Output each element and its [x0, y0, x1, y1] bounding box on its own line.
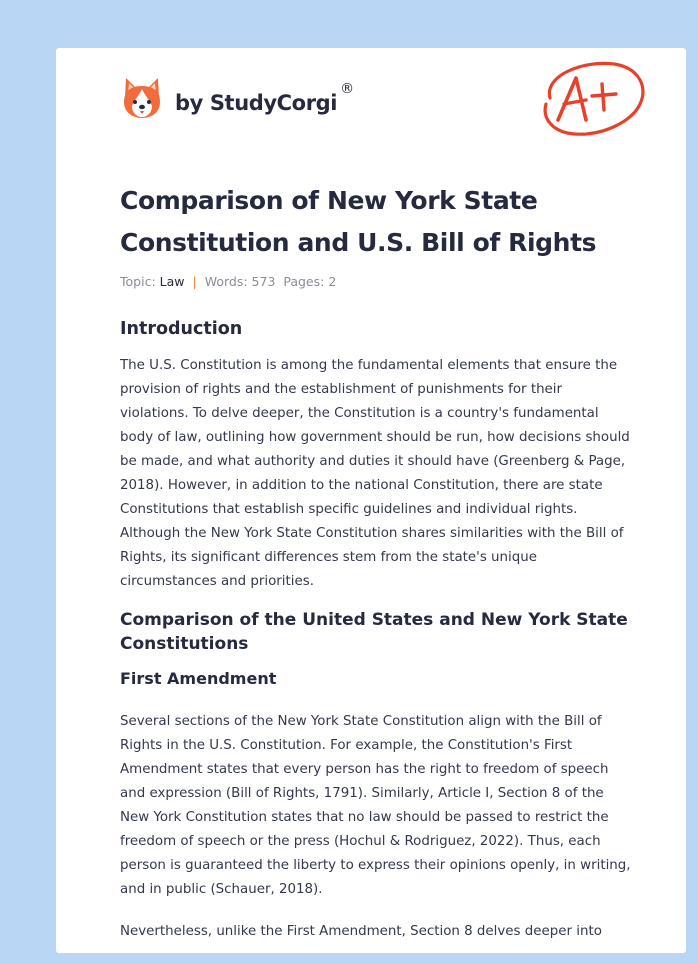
comparison-heading: Comparison of the United States and New York State Constitutions	[120, 610, 628, 654]
document-content	[120, 180, 632, 944]
registered-mark: ®	[340, 81, 354, 97]
brand-logo[interactable]	[122, 76, 354, 120]
corgi-icon	[122, 76, 162, 120]
topic-link[interactable]: Law	[159, 274, 185, 289]
brand-name: by StudyCorgi®	[175, 81, 354, 115]
topic-label: Topic:	[120, 274, 156, 289]
document-meta	[120, 273, 632, 291]
a-plus-grade-icon	[536, 58, 648, 146]
document-page	[56, 48, 686, 953]
page-count: Pages: 2	[283, 274, 337, 289]
document-title: Comparison of New York State Constitution and U.S. Bill of Rights	[120, 186, 597, 257]
continuation-paragraph: Nevertheless, unlike the First Amendment, Section 8 delves deeper into	[120, 924, 602, 939]
first-amendment-heading: First Amendment	[120, 669, 277, 688]
introduction-heading: Introduction	[120, 319, 243, 339]
first-amendment-paragraph: Several sections of the New York State Constitution align with the Bill of Rights in the U.S. Constitution. For example, the Constitution's First Amendment states that every person has the right to freedom of speech and expression (Bill of Rights, 1791). Similarly, Article I, Section 8 of the New York Constitution states that no law should be passed to restrict the freedom of speech or the press (Hochul & Rodriguez, 2022). Thus, each person is guaranteed the liberty to express their opinions openly, in writing, and in public (Schauer, 2018).	[120, 714, 631, 897]
introduction-paragraph: The U.S. Constitution is among the fundamental elements that ensure the provision of rights and the establishment of punishments for their violations. To delve deeper, the Constitution is a country's fundamental body of law, outlining how government should be run, how decisions should be made, and what authority and duties it should have (Greenberg & Page, 2018). However, in addition to the national Constitution, there are state Constitutions that establish specific guidelines and individual rights. Although the New York State Constitution shares similarities with the Bill of Rights, its significant differences stem from the state's unique circumstances and priorities.	[120, 358, 630, 589]
meta-separator: |	[192, 274, 197, 289]
word-count: Words: 573	[204, 274, 276, 289]
